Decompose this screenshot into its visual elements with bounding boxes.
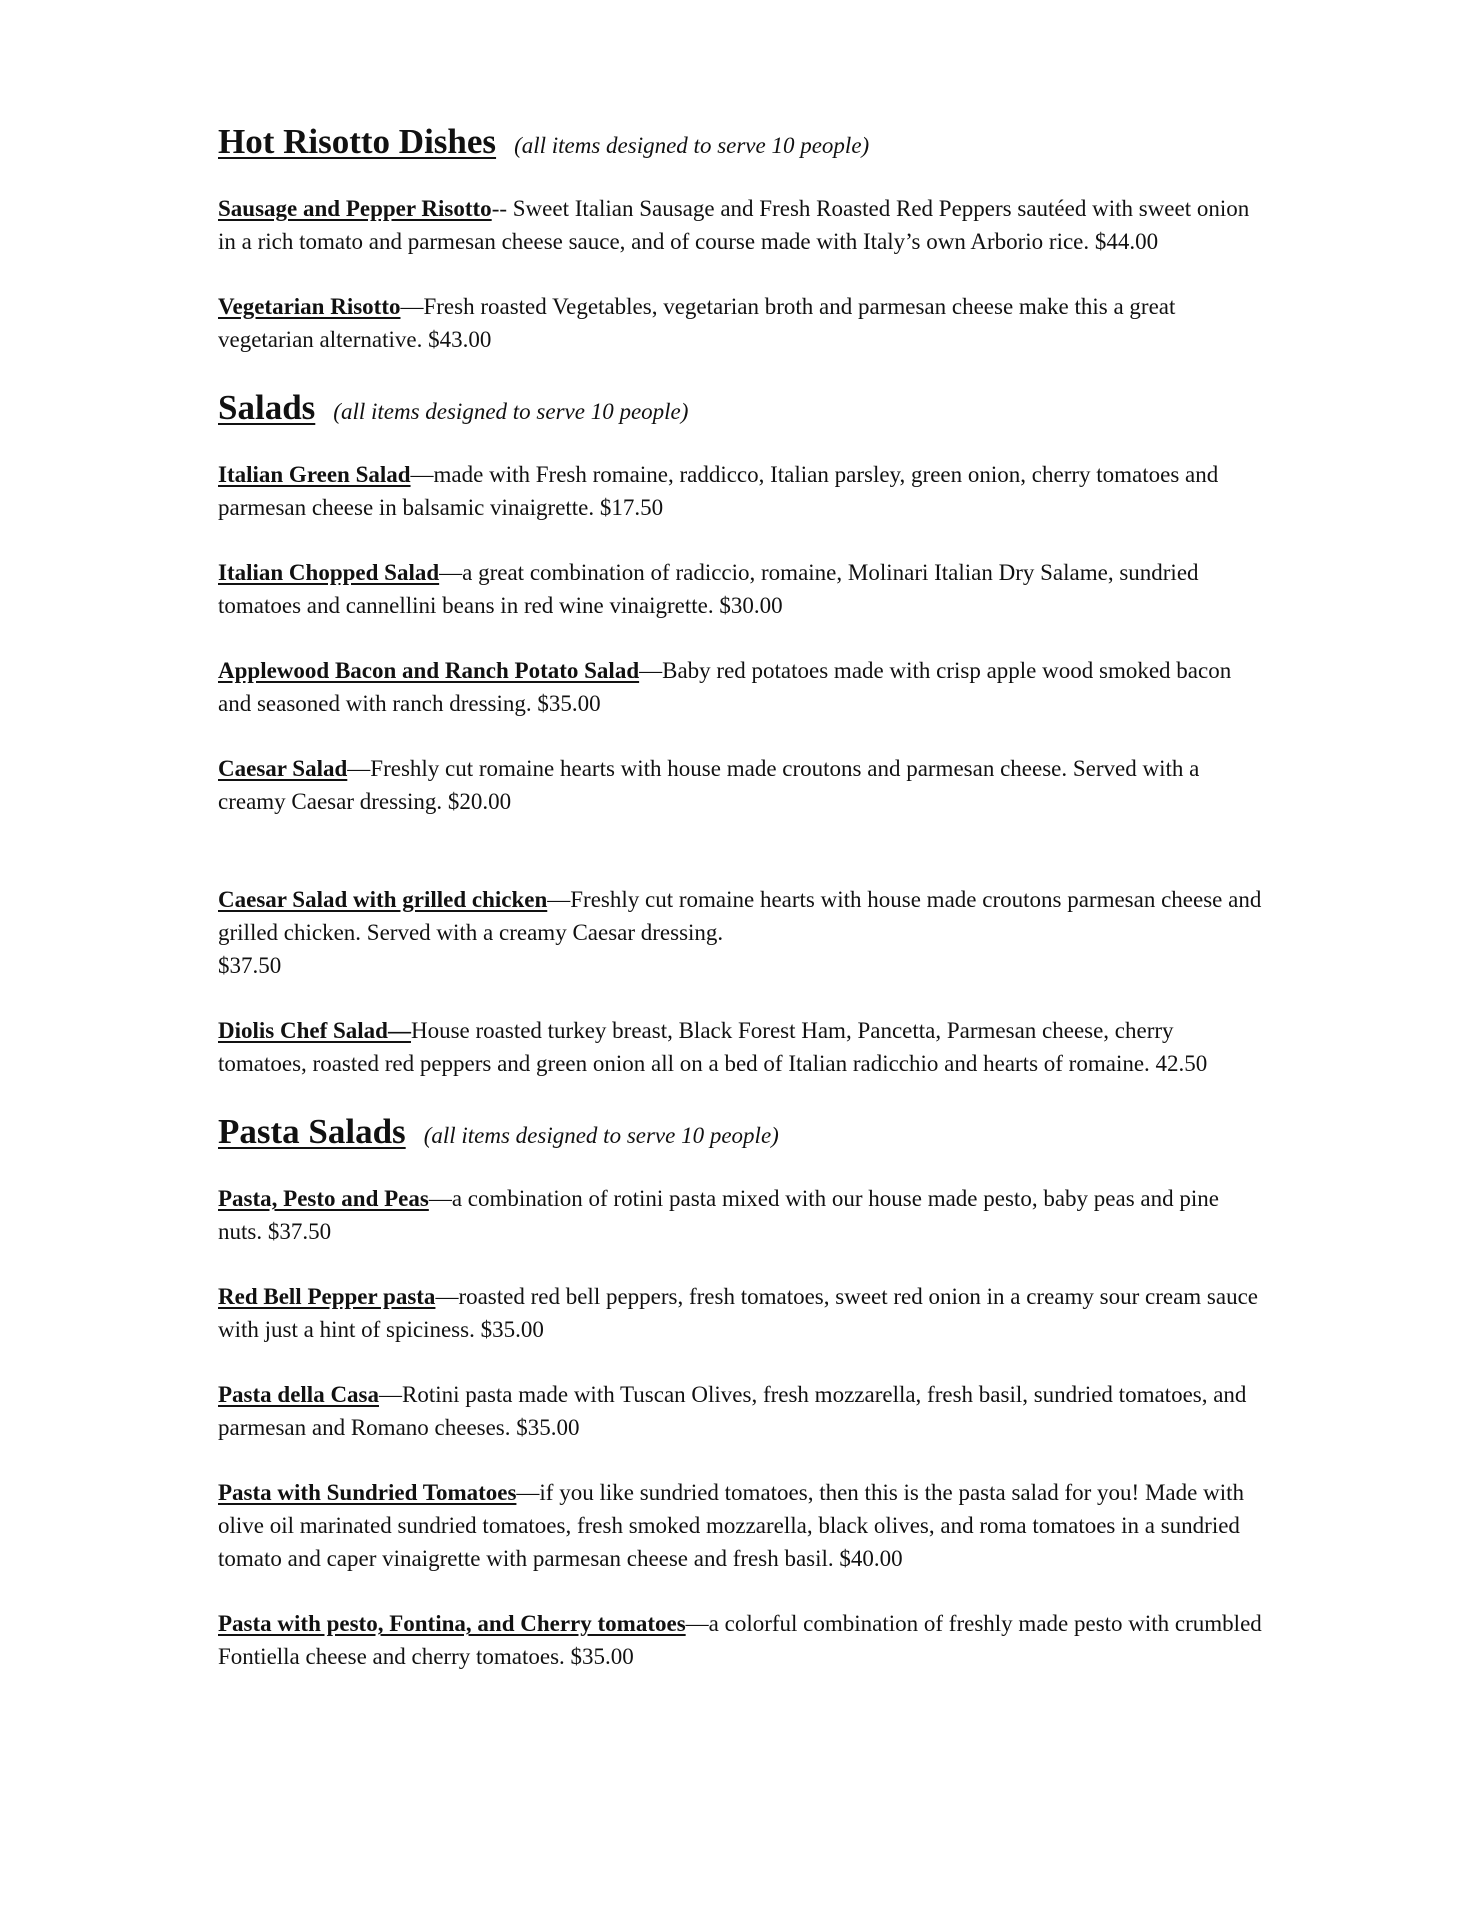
menu-item [218,556,1268,622]
section-header [218,122,1268,162]
section-title: Hot Risotto Dishes [218,122,497,161]
menu-item [218,850,1268,982]
item-description: —a combination of rotini pasta mixed with our house made pesto, baby peas and pine nuts. $37.50 [218,1186,1219,1244]
item-description: —roasted red bell peppers, fresh tomatoes, sweet red onion in a creamy sour cream sauce with just a hint of spiciness. $35.00 [218,1284,1259,1342]
section-header [218,388,1268,428]
item-name: Caesar Salad with grilled chicken [218,887,548,912]
item-description: —made with Fresh romaine, raddicco, Italian parsley, green onion, cherry tomatoes and parmesan cheese in balsamic vinaigrette. $17.50 [218,462,1219,520]
menu-item [218,192,1268,258]
item-description: —if you like sundried tomatoes, then this is the pasta salad for you! Made with olive oil marinated sundried tomatoes, fresh smoked mozzarella, black olives, and roma tomatoes in a sundried tomato and caper vinaigrette with parmesan cheese and fresh basil. $40.00 [218,1480,1244,1571]
item-name: Italian Chopped Salad [218,560,440,585]
section-note: (all items designed to serve 10 people) [514,133,870,158]
item-name: Red Bell Pepper pasta [218,1284,436,1309]
item-description: —Freshly cut romaine hearts with house made croutons parmesan cheese and grilled chicken. Served with a creamy Caesar dressing. $37.50 [218,887,1262,978]
item-name: Vegetarian Risotto [218,294,401,319]
menu-item [218,1014,1268,1080]
item-name: Applewood Bacon and Ranch Potato Salad [218,658,640,683]
section-title: Salads [218,388,316,427]
menu-item [218,290,1268,356]
item-description: —Rotini pasta made with Tuscan Olives, fresh mozzarella, fresh basil, sundried tomatoes, and parmesan and Romano cheeses. $35.00 [218,1382,1247,1440]
item-name: Pasta with Sundried Tomatoes [218,1480,517,1505]
section-pasta-salads [218,1112,1268,1673]
section-title: Pasta Salads [218,1112,406,1151]
menu-item [218,1182,1268,1248]
section-note: (all items designed to serve 10 people) [333,399,689,424]
section-hot-risotto [218,122,1268,356]
menu-page [218,122,1268,1705]
item-description: -- Sweet Italian Sausage and Fresh Roasted Red Peppers sautéed with sweet onion in a rich tomato and parmesan cheese sauce, and of course made with Italy’s own Arborio rice. $44.00 [218,196,1250,254]
item-description: —Freshly cut romaine hearts with house made croutons and parmesan cheese. Served with a creamy Caesar dressing. $20.00 [218,756,1200,814]
menu-item [218,458,1268,524]
item-name: Pasta with pesto, Fontina, and Cherry tomatoes [218,1611,686,1636]
menu-item [218,1607,1268,1673]
menu-item [218,752,1268,818]
item-description: —a great combination of radiccio, romaine, Molinari Italian Dry Salame, sundried tomatoes and cannellini beans in red wine vinaigrette. $30.00 [218,560,1199,618]
item-name: Pasta, Pesto and Peas [218,1186,429,1211]
section-note: (all items designed to serve 10 people) [423,1123,779,1148]
item-name: Italian Green Salad [218,462,411,487]
section-salads [218,388,1268,1080]
menu-item [218,1476,1268,1575]
item-name: Pasta della Casa [218,1382,379,1407]
item-name: Diolis Chef Salad— [218,1018,411,1043]
menu-item [218,654,1268,720]
item-description: —Baby red potatoes made with crisp apple wood smoked bacon and seasoned with ranch dressing. $35.00 [218,658,1232,716]
item-description: —a colorful combination of freshly made pesto with crumbled Fontiella cheese and cherry tomatoes. $35.00 [218,1611,1262,1669]
item-name: Sausage and Pepper Risotto [218,196,492,221]
menu-item [218,1378,1268,1444]
menu-item [218,1280,1268,1346]
item-description: —Fresh roasted Vegetables, vegetarian broth and parmesan cheese make this a great vegetarian alternative. $43.00 [218,294,1176,352]
item-description: House roasted turkey breast, Black Forest Ham, Pancetta, Parmesan cheese, cherry tomatoes, roasted red peppers and green onion all on a bed of Italian radicchio and hearts of romaine. 42.50 [218,1018,1208,1076]
section-header [218,1112,1268,1152]
item-name: Caesar Salad [218,756,348,781]
